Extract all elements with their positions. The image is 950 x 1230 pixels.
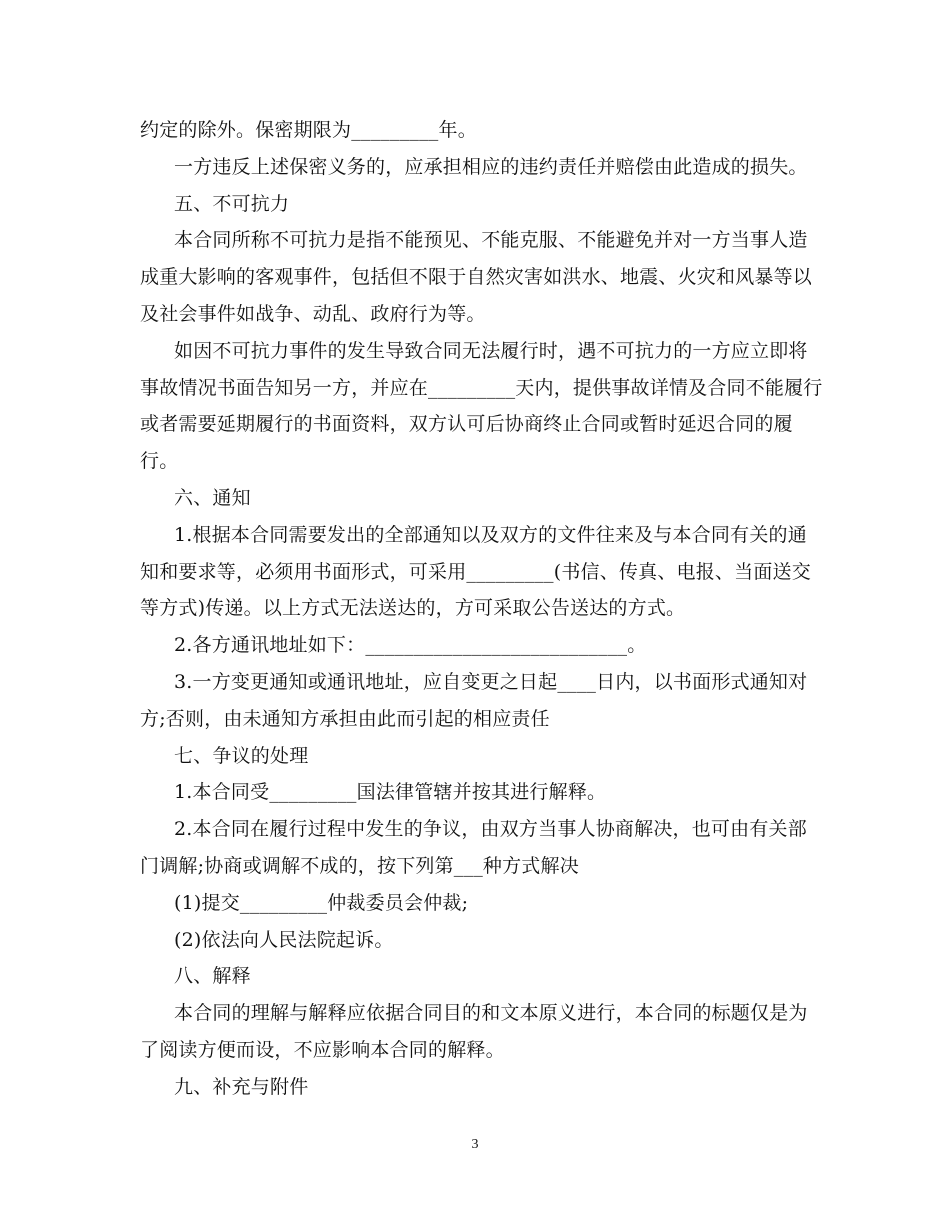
- text-line: 方;否则，由未通知方承担由此而引起的相应责任: [140, 707, 550, 730]
- section-heading-force-majeure: 五、不可抗力: [174, 192, 290, 215]
- text-line: 事故情况书面告知另一方，并应在_________天内，提供事故详情及合同不能履行: [140, 376, 823, 399]
- text-line: (2)依法向人民法院起诉。: [174, 928, 394, 951]
- text-line: 等方式)传递。以上方式无法送达的，方可采取公告送达的方式。: [140, 597, 686, 620]
- text-line: 行。: [140, 450, 179, 473]
- text-line: 知和要求等，必须用书面形式，可采用_________(书信、传真、电报、当面送交: [140, 560, 811, 583]
- text-line: 2.各方通讯地址如下：___________________________。: [174, 634, 647, 657]
- page-number: 3: [471, 1137, 479, 1152]
- text-line: 本合同所称不可抗力是指不能预见、不能克服、不能避免并对一方当事人造: [174, 229, 808, 252]
- text-line: 本合同的理解与解释应依据合同目的和文本原义进行，本合同的标题仅是为: [174, 1002, 808, 1025]
- section-heading-supplements: 九、补充与附件: [174, 1075, 309, 1098]
- text-line: 3.一方变更通知或通讯地址，应自变更之日起____日内，以书面形式通知对: [174, 670, 808, 693]
- text-line: 及社会事件如战争、动乱、政府行为等。: [140, 302, 486, 325]
- text-line: 1.根据本合同需要发出的全部通知以及双方的文件往来及与本合同有关的通: [174, 523, 807, 546]
- text-line: 或者需要延期履行的书面资料，双方认可后协商终止合同或暂时延迟合同的履: [140, 413, 793, 436]
- text-line: 了阅读方便而设，不应影响本合同的解释。: [140, 1038, 505, 1061]
- section-heading-notice: 六、通知: [174, 486, 251, 509]
- text-line: 如因不可抗力事件的发生导致合同无法履行时，遇不可抗力的一方应立即将: [174, 339, 808, 362]
- text-line: 一方违反上述保密义务的，应承担相应的违约责任并赔偿由此造成的损失。: [174, 155, 808, 178]
- section-heading-interpretation: 八、解释: [174, 965, 251, 988]
- text-line: 1.本合同受_________国法律管辖并按其进行解释。: [174, 781, 607, 804]
- text-line: 约定的除外。保密期限为_________年。: [140, 119, 477, 141]
- text-line: 成重大影响的客观事件，包括但不限于自然灾害如洪水、地震、火灾和风暴等以: [140, 266, 813, 289]
- text-line: (1)提交_________仲裁委员会仲裁;: [174, 891, 469, 914]
- contract-text: [140, 112, 823, 1106]
- section-heading-disputes: 七、争议的处理: [174, 744, 309, 767]
- text-line: 门调解;协商或调解不成的，按下列第___种方式解决: [140, 854, 579, 877]
- text-line: 2.本合同在履行过程中发生的争议，由双方当事人协商解决，也可由有关部: [174, 818, 807, 841]
